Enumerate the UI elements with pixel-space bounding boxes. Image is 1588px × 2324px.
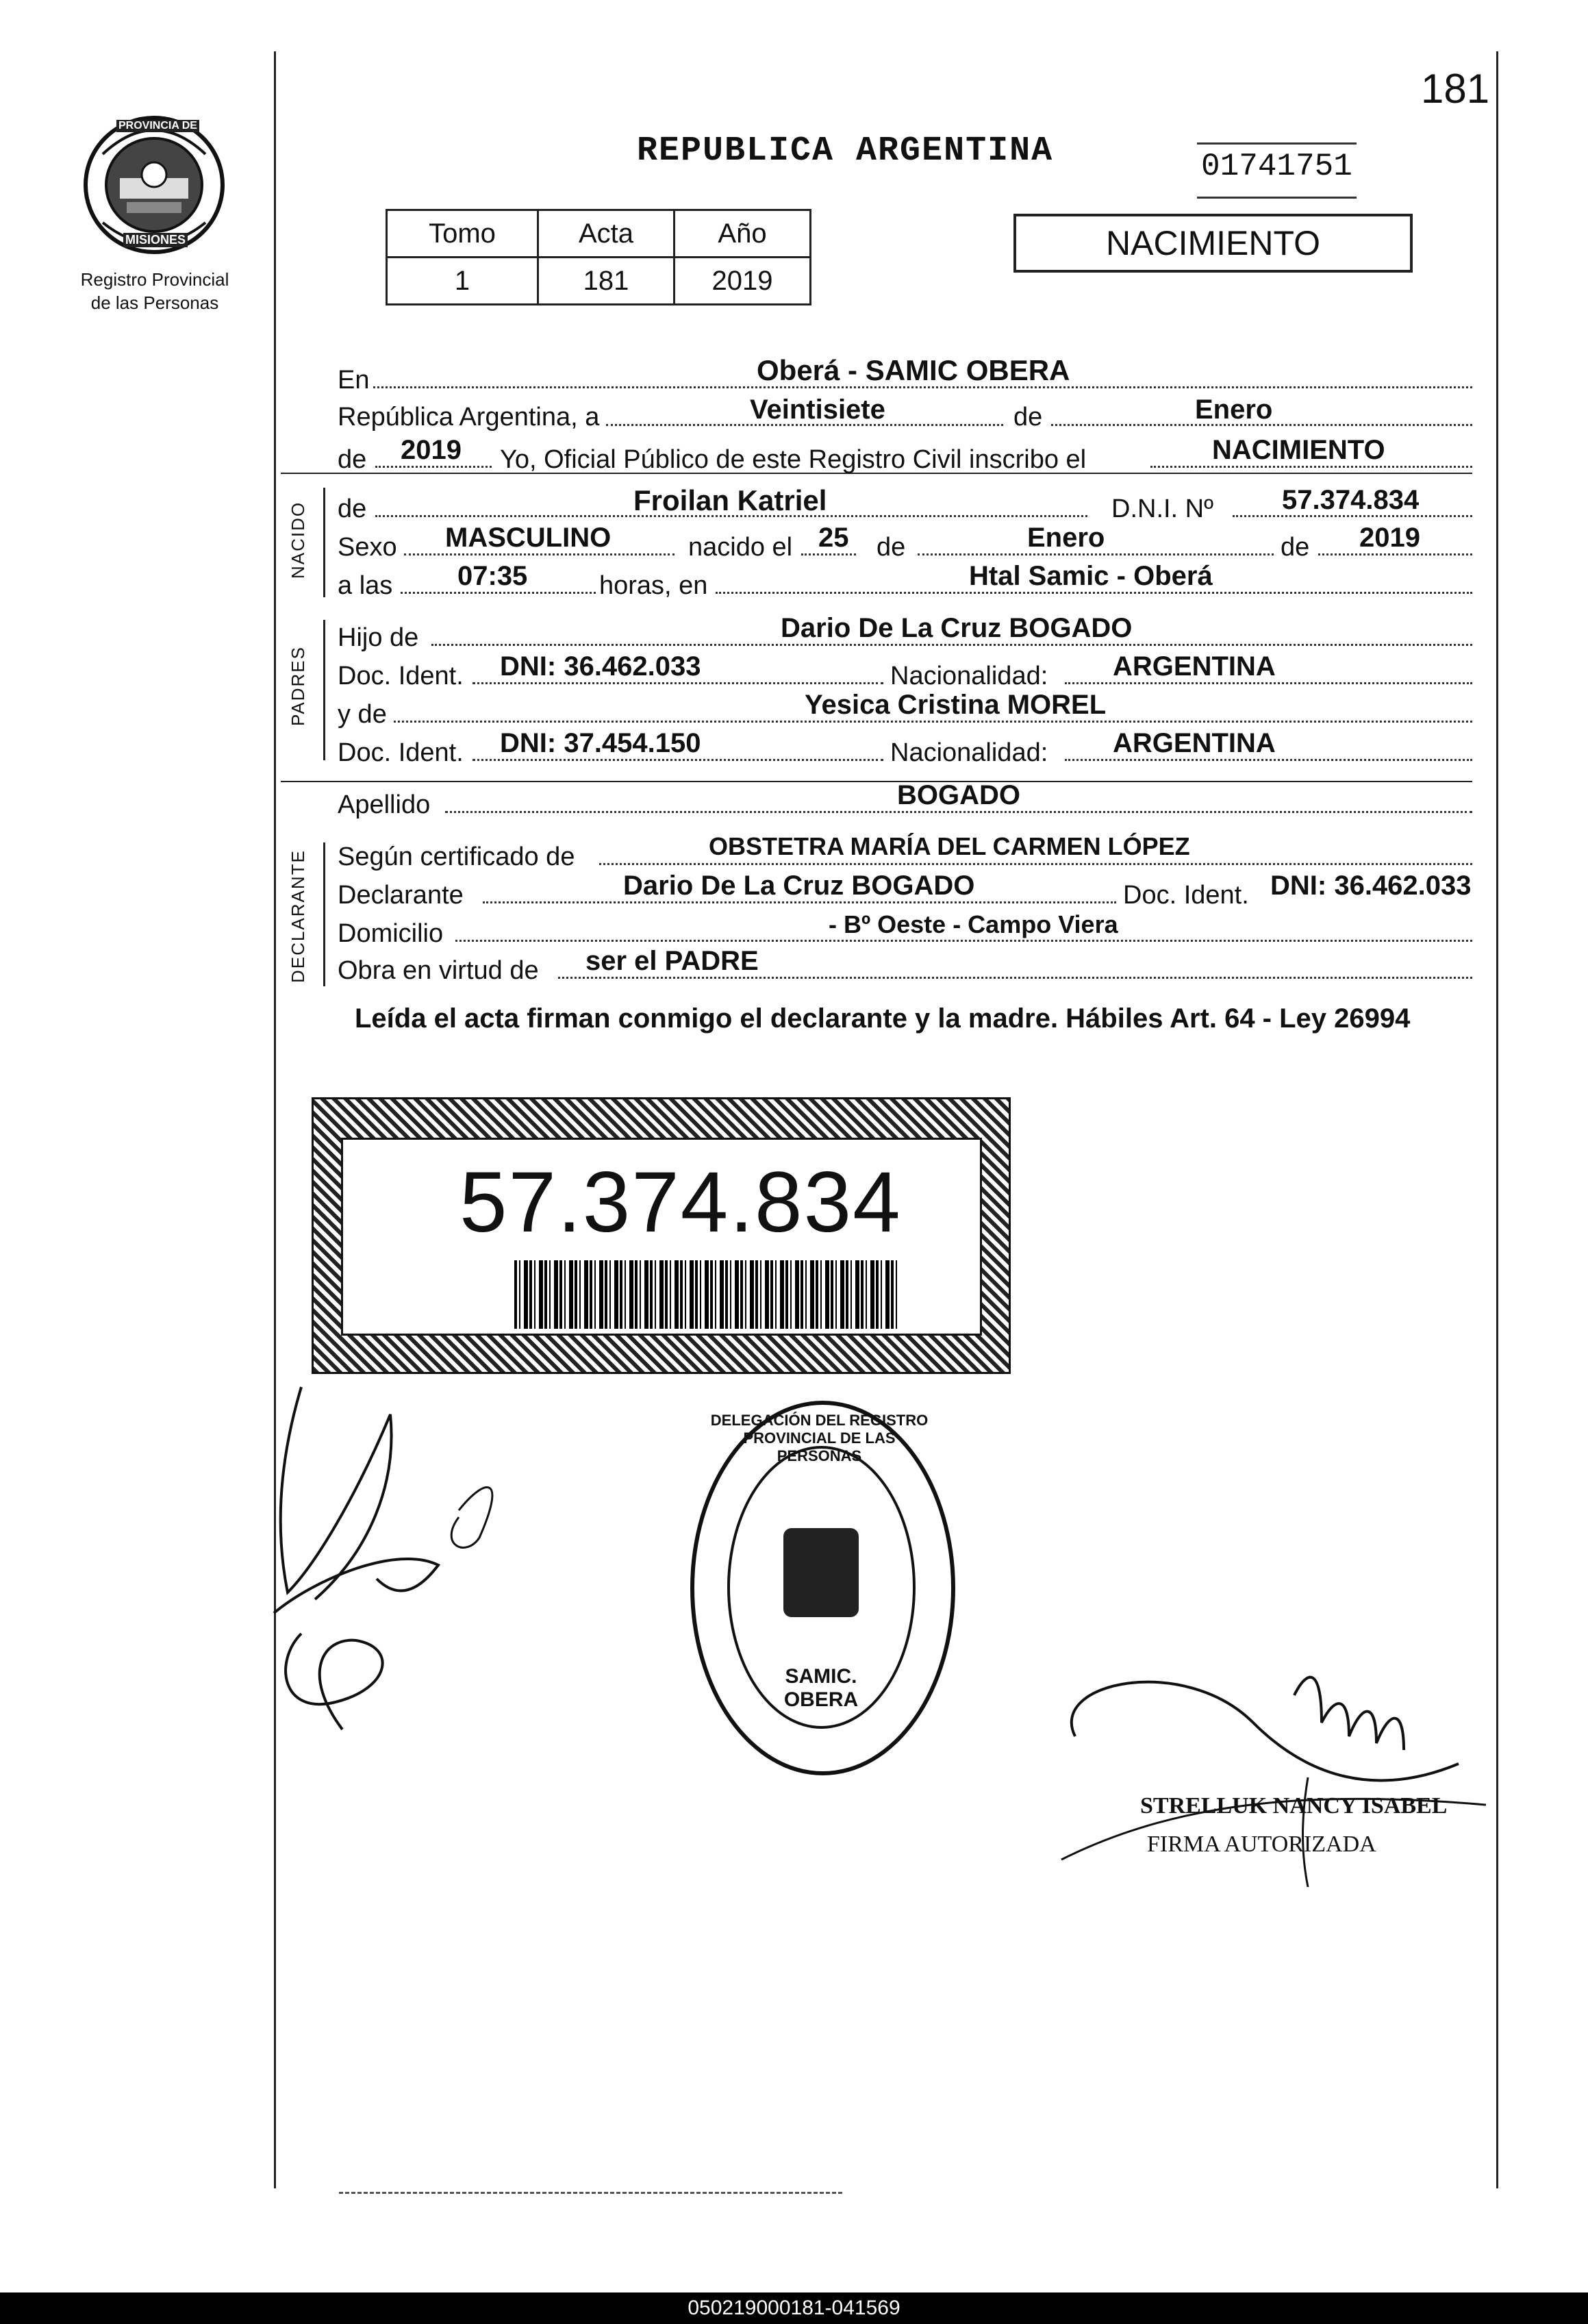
act-type-box [1013, 214, 1413, 273]
padres-side-label: PADRES [288, 646, 308, 726]
nacionalidad-label-2: Nacionalidad: [890, 738, 1048, 767]
madre-nac-value: ARGENTINA [1113, 728, 1276, 758]
domicilio-label: Domicilio [338, 919, 444, 948]
dni-value: 57.374.834 [1282, 485, 1420, 515]
madre-nac-dots [1065, 759, 1472, 761]
madre-dots [394, 721, 1472, 723]
en-label: En [338, 366, 370, 395]
tomo-header: Tomo [387, 210, 538, 258]
dni-sticker [312, 1097, 1011, 1374]
domicilio-value: - Bº Oeste - Campo Viera [829, 910, 1118, 938]
lugar-nac-dots [716, 592, 1472, 594]
anio-dots [375, 466, 492, 468]
footer-code: 050219000181-041569 [688, 2297, 900, 2319]
bottom-dash-line [339, 2192, 842, 2194]
lugar-nac-value: Htal Samic - Oberá [969, 561, 1213, 591]
nacido-el-label: nacido el [688, 533, 793, 562]
doc-ident-label-1: Doc. Ident. [338, 662, 464, 690]
seal-text-bottom: MISIONES [123, 233, 188, 247]
anio-header: Año [675, 210, 811, 258]
dia-nac-dots [801, 553, 856, 555]
segun-certificado-label: Según certificado de [338, 842, 575, 871]
closing-text: Leída el acta firman conmigo el declarante y la madre. Hábiles Art. 64 - Ley 26994 [355, 1003, 1411, 1034]
horas-en-label: horas, en [599, 571, 708, 600]
section-divider-2 [281, 781, 1472, 782]
padre-dni-dots-line [472, 682, 883, 684]
doc-ident-label-3: Doc. Ident. [1123, 881, 1249, 910]
padre-value: Dario De La Cruz BOGADO [781, 613, 1133, 643]
declarante-label: Declarante [338, 881, 464, 910]
de-label-3: de [338, 495, 367, 523]
padre-nac-dots [1065, 682, 1472, 684]
dni-label: D.N.I. Nº [1111, 495, 1213, 523]
official-name: STRELLUK NANCY ISABEL [1140, 1793, 1448, 1819]
nombre-value: Froilan Katriel [633, 484, 827, 516]
official-role: FIRMA AUTORIZADA [1147, 1832, 1376, 1857]
seal-ring-text: DELEGACIÓN DEL REGISTRO PROVINCIAL DE LAS PERSONAS [710, 1412, 929, 1464]
madre-value: Yesica Cristina MOREL [805, 690, 1107, 720]
nacido-side-label: NACIDO [288, 501, 308, 579]
logo-caption-1: Registro Provincial [80, 269, 229, 290]
acto-value: NACIMIENTO [1212, 435, 1385, 465]
declarante-side-label: DECLARANTE [288, 849, 308, 983]
hora-dots [401, 592, 596, 594]
de-label-2: de [338, 445, 367, 474]
apellido-dots [445, 811, 1472, 813]
declarante-bar [323, 842, 325, 986]
page-number: 181 [1421, 66, 1490, 112]
anio-value: 2019 [675, 258, 811, 305]
padre-dni-value: DNI: 36.462.033 [500, 651, 701, 682]
serial-number: 01741751 [1197, 142, 1357, 199]
dni-sticker-inner [341, 1138, 982, 1336]
nacionalidad-label-1: Nacionalidad: [890, 662, 1048, 690]
obra-value: ser el PADRE [585, 946, 759, 976]
declarante-dni-value: DNI: 36.462.033 [1270, 871, 1472, 901]
republica-label: República Argentina, a [338, 403, 600, 432]
de-label-5: de [1281, 533, 1310, 562]
padre-dots [431, 644, 1472, 646]
dia-nac-value: 25 [818, 523, 849, 553]
oficial-label: Yo, Oficial Público de este Registro Civil inscribo el [500, 445, 1087, 474]
acta-value: 181 [538, 258, 675, 305]
madre-dni-value: DNI: 37.454.150 [500, 728, 701, 758]
certificado-dots [599, 863, 1472, 865]
apellido-value: BOGADO [897, 780, 1020, 810]
footer-bar [0, 2292, 1588, 2324]
declarante-dots [483, 901, 1116, 903]
logo-caption-2: de las Personas [90, 292, 219, 313]
en-dots [373, 386, 1472, 388]
dni-sticker-number: 57.374.834 [459, 1155, 902, 1250]
hora-value: 07:35 [457, 561, 528, 591]
madre-dni-dots [472, 759, 883, 761]
acto-dots [1150, 466, 1472, 468]
doc-ident-label-2: Doc. Ident. [338, 738, 464, 767]
acta-header: Acta [538, 210, 675, 258]
obra-label: Obra en virtud de [338, 956, 539, 985]
domicilio-dots [455, 940, 1472, 942]
dia-letras-value: Veintisiete [750, 395, 885, 425]
a-las-label: a las [338, 571, 393, 600]
y-de-label: y de [338, 700, 387, 729]
anio-nac-value: 2019 [1359, 523, 1420, 553]
left-margin-line [274, 51, 276, 2188]
lugar-value: Oberá - SAMIC OBERA [757, 354, 1070, 386]
seal-inner-text: SAMIC. OBERA [783, 1665, 859, 1711]
anio-nac-dots [1318, 553, 1472, 555]
tomo-value: 1 [387, 258, 538, 305]
nacido-bar [323, 488, 325, 597]
hijo-de-label: Hijo de [338, 623, 419, 652]
sexo-dots [404, 553, 675, 555]
coat-of-arms-icon [783, 1528, 859, 1617]
obra-dots [558, 977, 1472, 979]
apellido-label: Apellido [338, 790, 431, 819]
dni-dots [1233, 515, 1472, 517]
mes-nac-value: Enero [1027, 523, 1105, 553]
seal-text-top: PROVINCIA DE [116, 120, 199, 132]
sexo-value: MASCULINO [445, 523, 612, 553]
mes-value: Enero [1195, 395, 1273, 425]
document-title: REPUBLICA ARGENTINA [637, 132, 1054, 171]
act-type-label: NACIMIENTO [1106, 224, 1320, 262]
certificado-value: OBSTETRA MARÍA DEL CARMEN LÓPEZ [709, 832, 1190, 860]
padres-bar [323, 620, 325, 760]
sexo-label: Sexo [338, 533, 397, 562]
declarante-signature-icon [260, 1373, 520, 1743]
tomo-acta-anio-table [386, 209, 811, 305]
official-seal [690, 1401, 955, 1775]
registro-logo [75, 113, 233, 318]
de-label-4: de [877, 533, 906, 562]
declarante-value: Dario De La Cruz BOGADO [623, 871, 975, 901]
anio-value: 2019 [401, 435, 462, 465]
de-label-1: de [1013, 403, 1043, 432]
mes-nac-dots [918, 553, 1274, 555]
dni-barcode [514, 1260, 898, 1329]
padre-nac-value: ARGENTINA [1113, 651, 1276, 682]
